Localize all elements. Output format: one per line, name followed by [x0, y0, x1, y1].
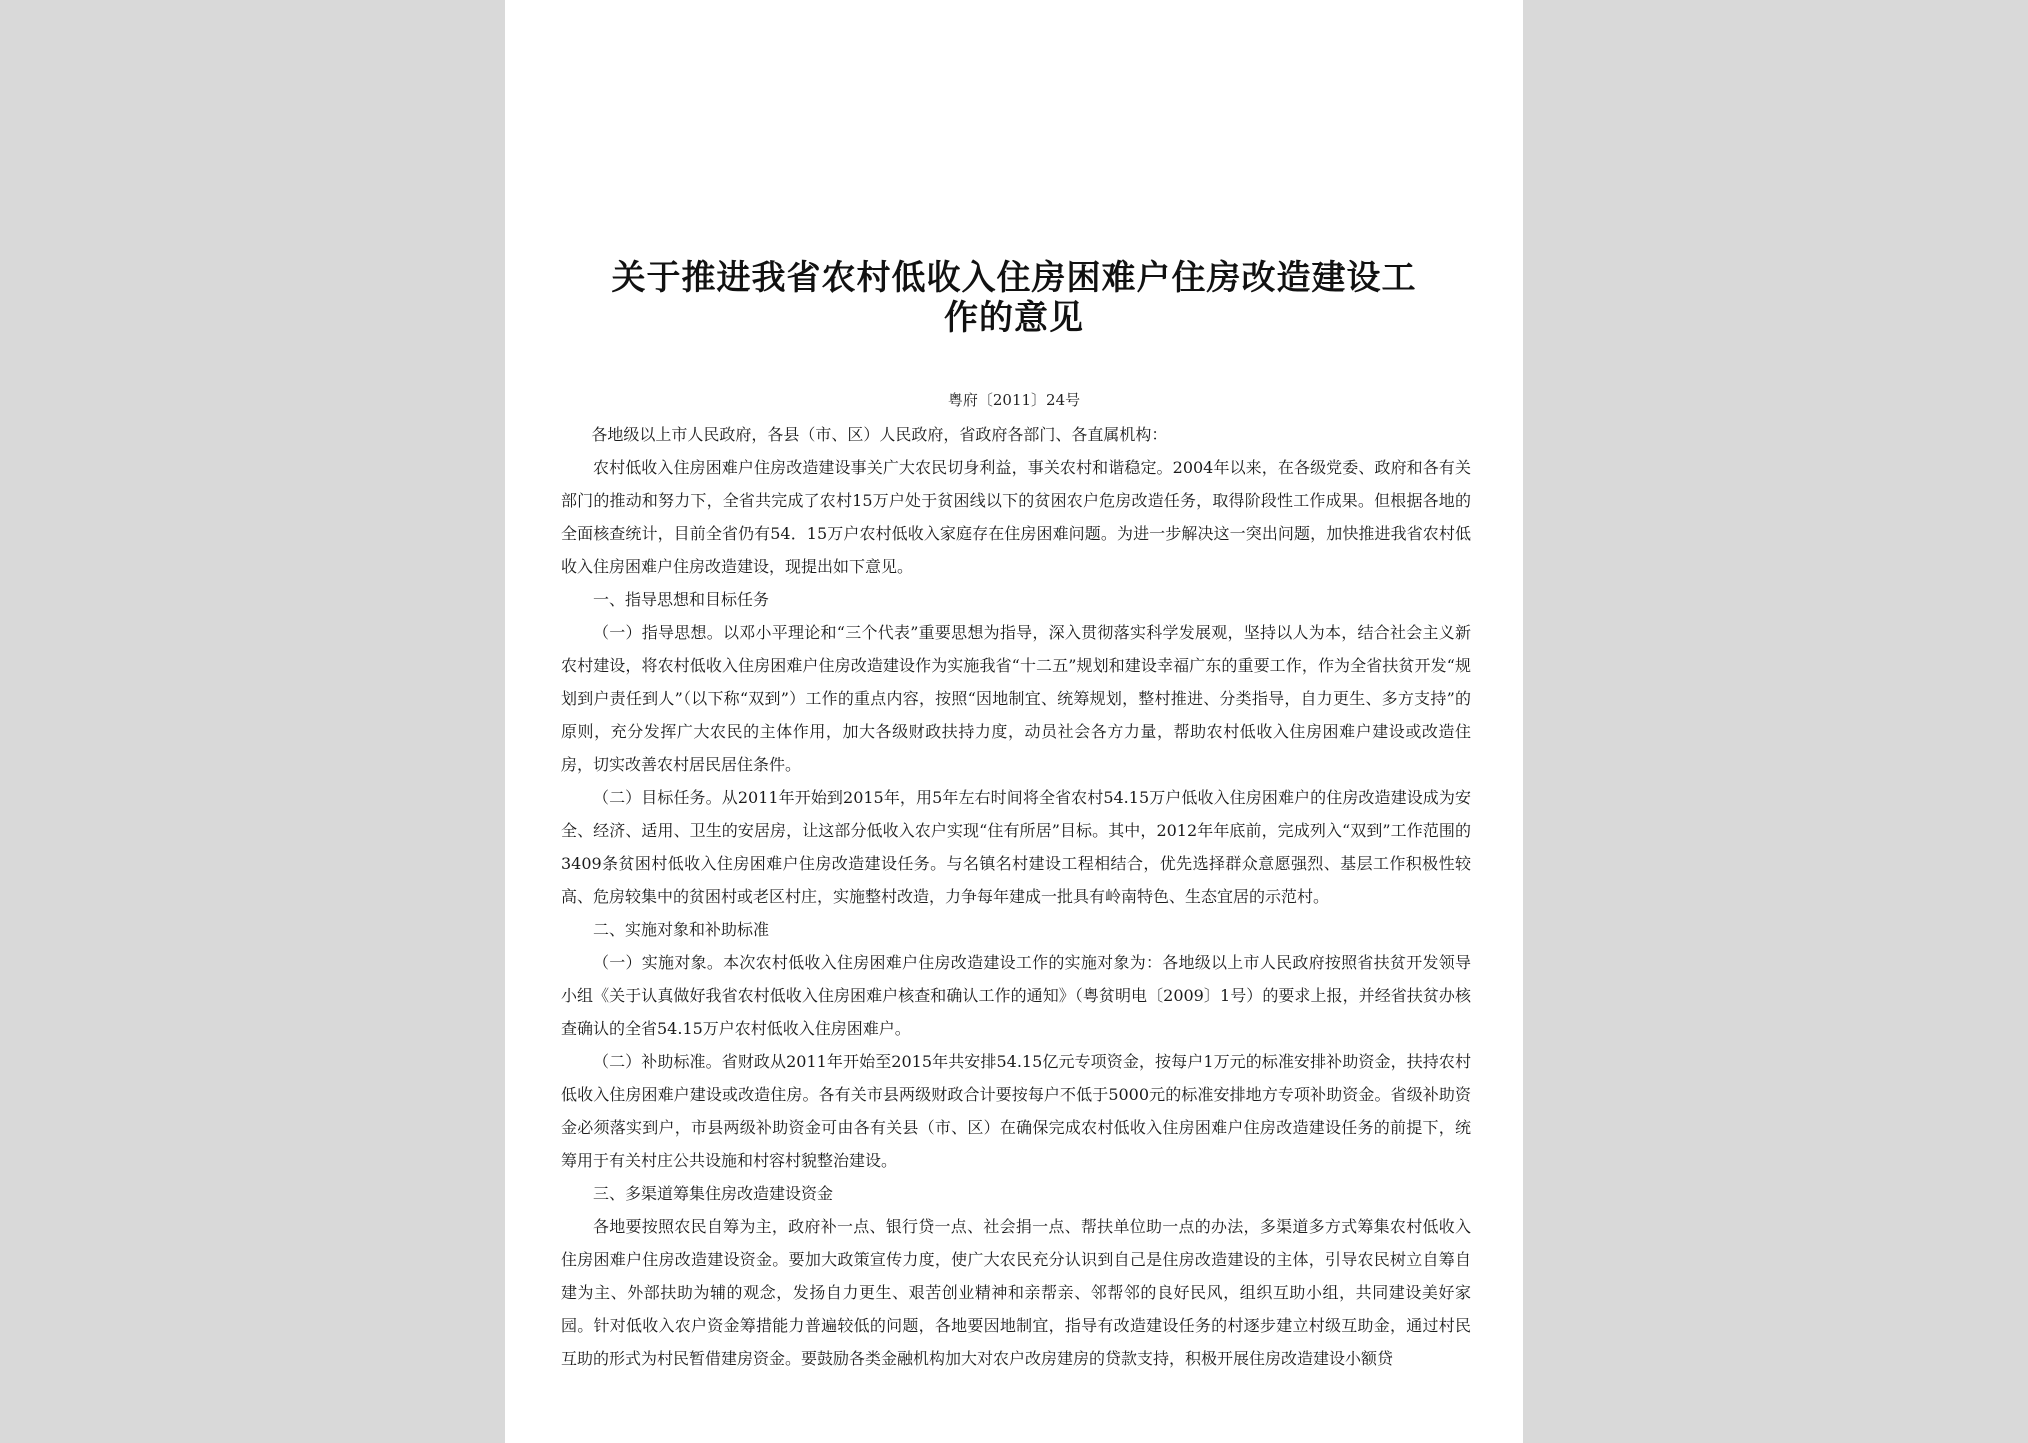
paragraph-intro: 农村低收入住房困难户住房改造建设事关广大农民切身利益，事关农村和谐稳定。2004年以来，在各级党委、政府和各有关部门的推动和努力下，全省共完成了农村15万户处于贫困线以下的贫困农户危房改造任务，取得阶段性工作成果。但根据各地的全面核查统计，目前全省仍有54．15万户农村低收入家庭存在住房困难问题。为进一步解决这一突出问题，加快推进我省农村低收入住房困难户住房改造建设，现提出如下意见。	[561, 458, 1471, 576]
addressee-line: 各地级以上市人民政府，各县（市、区）人民政府，省政府各部门、各直属机构：	[591, 425, 1168, 444]
paragraph-funding: 各地要按照农民自筹为主，政府补一点、银行贷一点、社会捐一点、帮扶单位助一点的办法，多渠道多方式筹集农村低收入住房困难户住房改造建设资金。要加大政策宣传力度，使广大农民充分认识到自己是住房改造建设的主体，引导农民树立自筹自建为主、外部扶助为辅的观念，发扬自力更生、艰苦创业精神和亲帮亲、邻帮邻的良好民风，组织互助小组，共同建设美好家园。针对低收入农户资金筹措能力普遍较低的问题，各地要因地制宜，指导有改造建设任务的村逐步建立村级互助金，通过村民互助的形式为村民暂借建房资金。要鼓励各类金融机构加大对农户改房建房的贷款支持，积极开展住房改造建设小额贷	[561, 1217, 1471, 1368]
document-number: 粤府〔2011〕24号	[947, 391, 1081, 409]
document-title: 关于推进我省农村低收入住房困难户住房改造建设工作的意见	[611, 258, 1417, 338]
section-heading-1: 一、指导思想和目标任务	[593, 590, 770, 609]
document-body	[561, 418, 1471, 1375]
paragraph-guiding-thought: （一）指导思想。以邓小平理论和“三个代表”重要思想为指导，深入贯彻落实科学发展观，坚持以人为本，结合社会主义新农村建设，将农村低收入住房困难户住房改造建设作为实施我省“十二五”规划和建设幸福广东的重要工作，作为全省扶贫开发“规划到户责任到人”（以下称“双到”）工作的重点内容，按照“因地制宜、统筹规划，整村推进、分类指导，自力更生、多方支持”的原则，充分发挥广大农民的主体作用，加大各级财政扶持力度，动员社会各方力量，帮助农村低收入住房困难户建设或改造住房，切实改善农村居民居住条件。	[561, 623, 1471, 774]
section-heading-3: 三、多渠道筹集住房改造建设资金	[593, 1184, 834, 1203]
paragraph-target-task: （二）目标任务。从2011年开始到2015年，用5年左右时间将全省农村54.15万户低收入住房困难户的住房改造建设成为安全、经济、适用、卫生的安居房，让这部分低收入农户实现“住有所居”目标。其中，2012年年底前，完成列入“双到”工作范围的3409条贫困村低收入住房困难户住房改造建设任务。与名镇名村建设工程相结合，优先选择群众意愿强烈、基层工作积极性较高、危房较集中的贫困村或老区村庄，实施整村改造，力争每年建成一批具有岭南特色、生态宜居的示范村。	[561, 788, 1471, 906]
paragraph-implementation-target: （一）实施对象。本次农村低收入住房困难户住房改造建设工作的实施对象为：各地级以上市人民政府按照省扶贫开发领导小组《关于认真做好我省农村低收入住房困难户核查和确认工作的通知》（粤贫明电〔2009〕1号）的要求上报，并经省扶贫办核查确认的全省54.15万户农村低收入住房困难户。	[561, 953, 1471, 1038]
section-heading-2: 二、实施对象和补助标准	[593, 920, 770, 939]
paragraph-subsidy-standard: （二）补助标准。省财政从2011年开始至2015年共安排54.15亿元专项资金，按每户1万元的标准安排补助资金，扶持农村低收入住房困难户建设或改造住房。各有关市县两级财政合计要按每户不低于5000元的标准安排地方专项补助资金。省级补助资金必须落实到户，市县两级补助资金可由各有关县（市、区）在确保完成农村低收入住房困难户住房改造建设任务的前提下，统筹用于有关村庄公共设施和村容村貌整治建设。	[561, 1052, 1471, 1170]
document-page	[505, 0, 1523, 1443]
